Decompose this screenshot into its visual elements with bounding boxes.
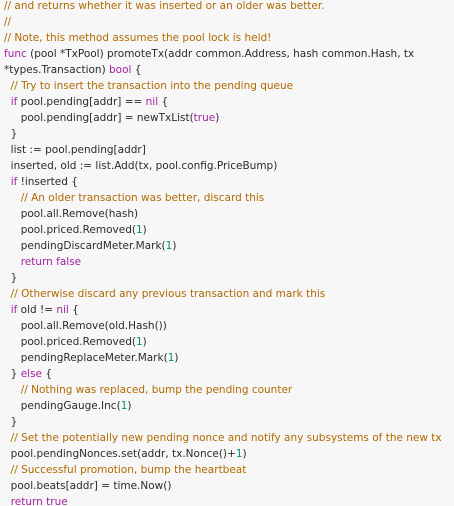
code-token-plain: pool.priced.Removed( — [4, 336, 136, 348]
code-token-keyword: return true — [10, 496, 68, 506]
code-line — [4, 110, 442, 126]
code-token-comment: // Successful promotion, bump the heartbeat — [4, 464, 247, 476]
code-token-plain: ) — [142, 336, 147, 348]
code-listing — [4, 0, 442, 506]
code-token-plain: pendingDiscardMeter.Mark( — [4, 240, 166, 252]
code-line — [4, 14, 442, 30]
code-token-comment: // Try to insert the transaction into the pending queue — [4, 80, 294, 92]
code-line — [4, 0, 442, 14]
code-token-plain: pool.pending[addr] == — [17, 96, 146, 108]
code-line — [4, 430, 442, 446]
code-line — [4, 318, 442, 334]
code-line — [4, 494, 442, 506]
code-line — [4, 254, 442, 270]
code-token-plain — [4, 256, 21, 268]
code-line — [4, 286, 442, 302]
code-token-plain: } — [4, 416, 18, 428]
code-token-plain: (pool *TxPool) promoteTx(addr common.Address, hash common.Hash, tx — [26, 48, 415, 60]
code-line — [4, 414, 442, 430]
code-token-comment: // Set the potentially new pending nonce and notify any subsystems of the new tx — [4, 432, 442, 444]
code-token-keyword: return false — [20, 256, 82, 268]
code-line — [4, 158, 442, 174]
code-token-plain: pool.priced.Removed( — [4, 224, 136, 236]
code-line — [4, 238, 442, 254]
code-line — [4, 270, 442, 286]
code-token-plain — [4, 304, 11, 316]
code-line — [4, 206, 442, 222]
code-line — [4, 478, 442, 494]
code-token-number: 1 — [165, 240, 173, 252]
code-token-comment: // Otherwise discard any previous transaction and mark this — [4, 288, 326, 300]
code-token-plain: inserted, old := list.Add(tx, pool.config.PriceBump) — [4, 160, 278, 172]
code-token-plain: pool.beats[addr] = time.Now() — [4, 480, 172, 492]
code-line — [4, 302, 442, 318]
code-token-plain: ) — [127, 400, 132, 412]
code-token-plain: ) — [172, 240, 177, 252]
code-token-keyword: else — [20, 368, 43, 380]
code-token-plain: ) — [242, 448, 247, 460]
code-line — [4, 366, 442, 382]
code-token-plain: pool.pendingNonces.set(addr, tx.Nonce()+ — [4, 448, 236, 460]
code-token-plain: { — [68, 304, 79, 316]
code-line — [4, 382, 442, 398]
code-token-keyword: bool — [109, 64, 132, 76]
code-token-plain: } — [4, 272, 18, 284]
code-token-keyword: if — [10, 304, 18, 316]
code-line — [4, 142, 442, 158]
code-token-keyword: if — [10, 176, 18, 188]
code-line — [4, 350, 442, 366]
code-token-plain: { — [42, 368, 53, 380]
code-line — [4, 398, 442, 414]
code-token-plain: { — [131, 64, 142, 76]
code-token-plain: !inserted { — [17, 176, 78, 188]
code-token-comment: // Nothing was replaced, bump the pending counter — [4, 384, 293, 396]
code-token-number: 1 — [167, 352, 175, 364]
code-token-plain — [4, 496, 11, 506]
code-line — [4, 30, 442, 46]
code-token-keyword: true — [193, 112, 216, 124]
code-line — [4, 446, 442, 462]
code-token-comment: // and returns whether it was inserted or an older was better. — [4, 0, 325, 12]
code-token-keyword: if — [10, 96, 18, 108]
code-token-plain: pool.all.Remove(hash) — [4, 208, 139, 220]
code-line — [4, 126, 442, 142]
code-line — [4, 94, 442, 110]
code-token-number: 1 — [235, 448, 243, 460]
code-token-plain: old != — [17, 304, 57, 316]
code-line — [4, 462, 442, 478]
code-token-plain: ) — [215, 112, 220, 124]
code-token-keyword: func — [4, 48, 27, 60]
code-token-plain: pendingReplaceMeter.Mark( — [4, 352, 168, 364]
code-token-comment: // — [4, 16, 12, 28]
code-token-comment: // Note, this method assumes the pool lock is held! — [4, 32, 272, 44]
code-token-plain: list := pool.pending[addr] — [4, 144, 146, 156]
code-token-keyword: nil — [56, 304, 69, 316]
code-token-plain — [4, 96, 11, 108]
code-token-plain: pool.pending[addr] = newTxList( — [4, 112, 194, 124]
code-token-plain: { — [158, 96, 169, 108]
code-token-number: 1 — [120, 400, 128, 412]
code-line — [4, 78, 442, 94]
code-token-comment: // An older transaction was better, discard this — [4, 192, 265, 204]
code-line — [4, 174, 442, 190]
code-token-plain: ) — [142, 224, 147, 236]
code-token-keyword: nil — [145, 96, 159, 108]
code-line — [4, 334, 442, 350]
code-token-plain: ) — [174, 352, 179, 364]
code-line — [4, 190, 442, 206]
code-token-plain: pool.all.Remove(old.Hash()) — [4, 320, 167, 332]
code-token-plain — [4, 176, 11, 188]
code-token-plain: pendingGauge.Inc( — [4, 400, 121, 412]
code-token-plain: } — [4, 128, 18, 140]
code-token-number: 1 — [135, 224, 143, 236]
code-line — [4, 46, 442, 62]
code-token-plain: *types.Transaction) — [4, 64, 110, 76]
code-token-number: 1 — [135, 336, 143, 348]
code-line — [4, 62, 442, 78]
code-token-plain: } — [4, 368, 21, 380]
code-line — [4, 222, 442, 238]
